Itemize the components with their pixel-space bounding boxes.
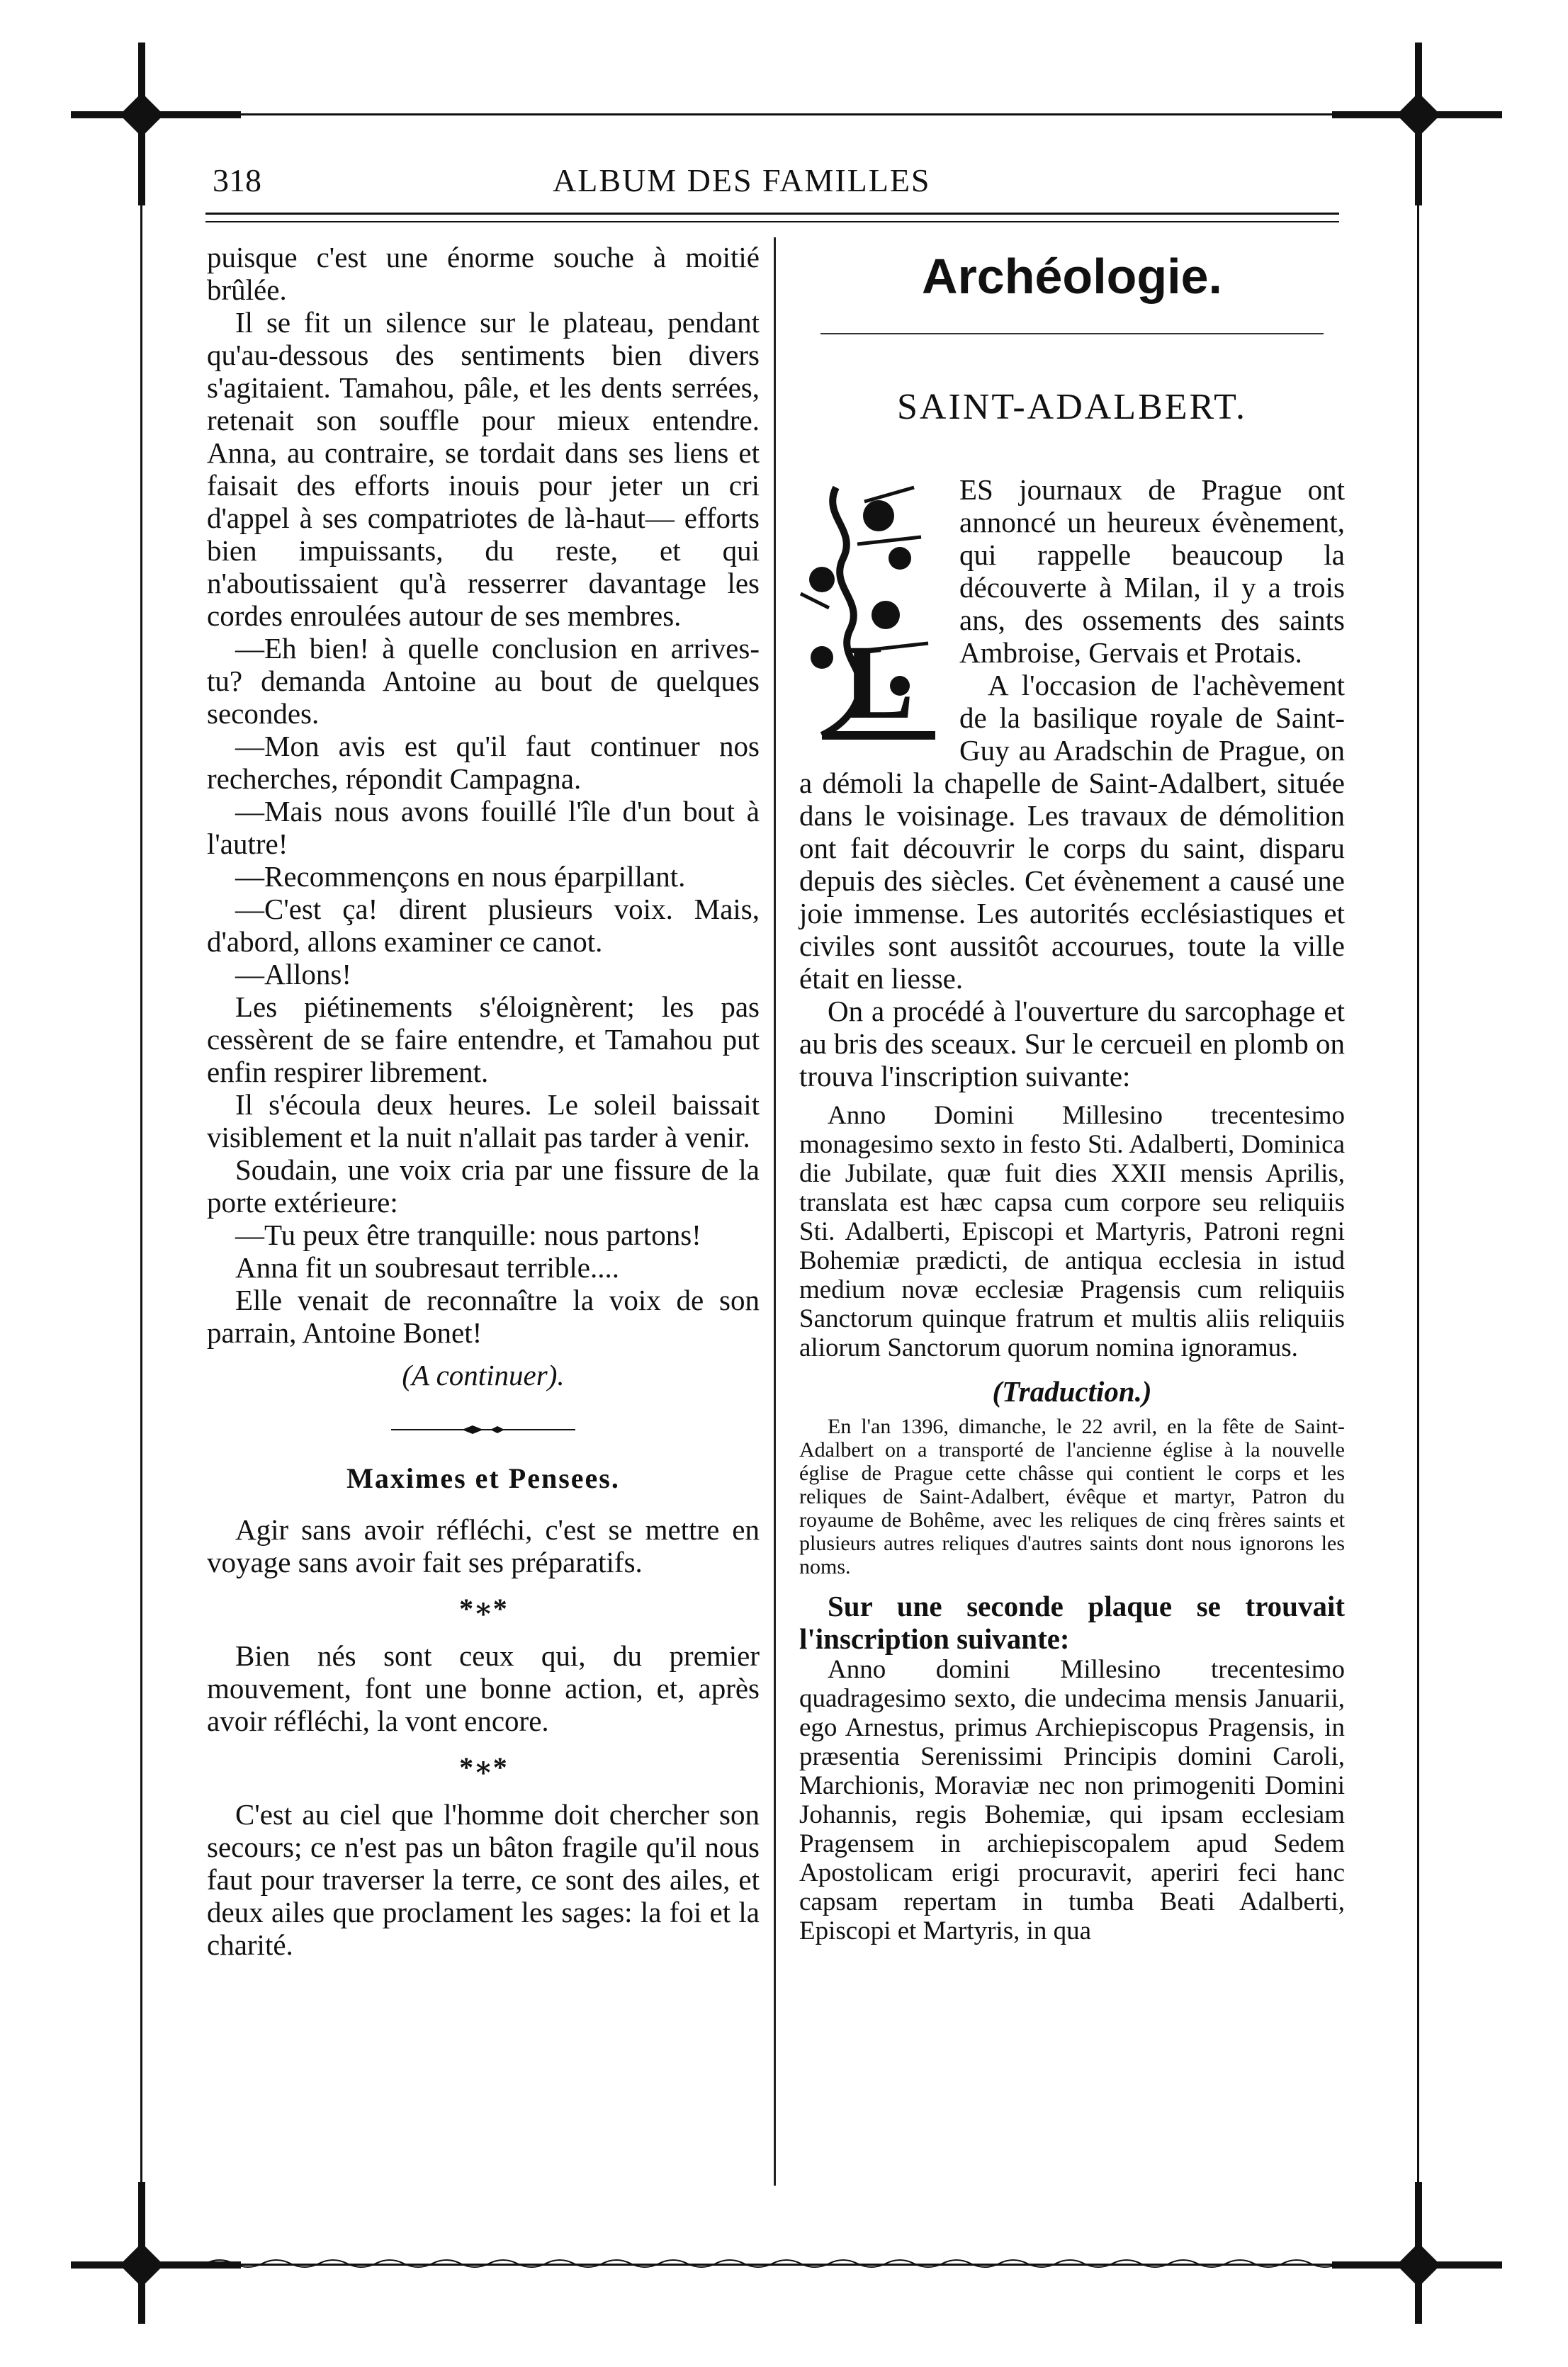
separator-ornament-icon xyxy=(391,1423,575,1437)
corner-post-top-left xyxy=(138,43,145,205)
paragraph: Les piétinements s'éloignèrent; les pas cessèrent de se faire entendre, et Tamahou put enfin respirer librement. xyxy=(207,990,760,1088)
paragraph: Anna fit un soubresaut terrible.... xyxy=(235,1251,619,1284)
paragraph: —C'est ça! dirent plusieurs voix. Mais, d'abord, allons examiner ce canot. xyxy=(207,893,760,958)
corner-post-top-right xyxy=(1415,43,1422,205)
article-title: SAINT-ADALBERT. xyxy=(897,387,1247,427)
maxime: Bien nés sont ceux qui, du premier mouvement, font une bonne action, et, après avoir réfléchi, la vont encore. xyxy=(207,1639,760,1737)
header-rule-top xyxy=(205,213,1339,215)
intro-paragraph: ES journaux de Prague ont annoncé un heureux évènement, qui rappelle beaucoup la découverte à Milan, il y a trois ans, des ossements des saints Ambroise, Gervais et Protais. xyxy=(959,473,1345,669)
maxime: Agir sans avoir réfléchi, c'est se mettre en voyage sans avoir fait ses préparatifs. xyxy=(207,1513,760,1578)
paragraph: —Recommençons en nous éparpillant. xyxy=(235,860,686,893)
paragraph: Il se fit un silence sur le plateau, pendant qu'au-dessous des sentiments bien divers s'agitaient. Tamahou, pâle, et les dents serrées, retenait son souffle pour mieux entendre. Anna, au contraire, se tordait dans ses liens et faisait des efforts inouis pour jeter un cri d'appel à ses compatriotes de là-haut— efforts bien impuissants, du reste, et qui n'aboutissaient qu'à resserrer davantage les cordes enroulées autour de ses membres. xyxy=(207,306,760,632)
paragraph: Soudain, une voix cria par une fissure de la porte extérieure: xyxy=(207,1153,760,1219)
paragraph: Il s'écoula deux heures. Le soleil baissait visiblement et la nuit n'allait pas tarder à venir. xyxy=(207,1088,760,1153)
article-body xyxy=(799,473,1345,1945)
maximes-title: Maximes et Pensees. xyxy=(346,1462,620,1494)
wavy-rule-icon xyxy=(205,2253,1353,2274)
latin-inscription: Anno Domini Millesino trecentesimo monagesimo sexto in festo Sti. Adalberti, Dominica die Jubilate, quæ fuit dies XXII mensis Aprilis, translata est hæc capsa cum corpore seu reliquiis Sti. Adalberti, Episcopi et Martyris, Patroni regni Bohemiæ prædicti, de antiqua ecclesia in istud medium novæ ecclesiæ Pragensis cum reliquiis Sanctorum quinque fratrum et multis aliis reliquiis aliorum Sanctorum quorum nomina ignoramus. xyxy=(799,1101,1345,1362)
paragraph: Sur une seconde plaque se trouvait l'inscription suivante: xyxy=(799,1590,1345,1655)
paragraph: Elle venait de reconnaître la voix de son parrain, Antoine Bonet! xyxy=(207,1284,760,1349)
corner-post-bottom-right xyxy=(1415,2182,1422,2324)
bottom-ornament xyxy=(205,2253,1353,2274)
separator-ornament xyxy=(207,1411,760,1444)
paragraph: —Allons! xyxy=(235,958,351,990)
running-head xyxy=(213,162,1346,211)
to-be-continued: (A continuer). xyxy=(402,1359,565,1391)
frame-top-rule xyxy=(142,113,1431,115)
section-separator xyxy=(820,333,1324,334)
left-column xyxy=(207,241,760,1961)
frame-left-rule xyxy=(140,43,142,2310)
dropcap-letter: L xyxy=(843,623,915,741)
paragraph: On a procédé à l'ouverture du sarcophage et au bris des sceaux. Sur le cercueil en plomb on trouva l'inscription suivante: xyxy=(799,995,1345,1092)
paragraph: —Mais nous avons fouillé l'île d'un bout à l'autre! xyxy=(207,795,760,860)
asterism: *∗* xyxy=(459,1751,507,1783)
paragraph: —Mon avis est qu'il faut continuer nos recherches, répondit Campagna. xyxy=(207,730,760,795)
right-column xyxy=(799,241,1345,1945)
header-rule-bottom xyxy=(205,221,1339,222)
frame-right-rule xyxy=(1417,43,1419,2310)
traduction-text: En l'an 1396, dimanche, le 22 avril, en la fête de Saint-Adalbert on a transporté de l'ancienne église à la nouvelle église de Prague cette châsse qui contient le corps et les reliques de Saint-Adalbert, évêque et martyr, Patron du royaume de Bohême, avec les reliques de cinq frères saints et plusieurs autres reliques d'autres saints dont nous ignorons les noms. xyxy=(799,1415,1345,1578)
foliate-dropcap-icon xyxy=(794,473,949,757)
latin-inscription: Anno domini Millesino trecentesimo quadragesimo sexto, die undecima mensis Januarii, ego Arnestus, primus Archiepiscopus Pragensis, in præsentia Serenissimi Principis domini Caroli, Marchionis, Moraviæ nec non primogeniti Domini Johannis, regis Bohemiæ, qui ipsam ecclesiam Pragensem in archiepiscopalem apud Sedem Apostolicam erigi procuravit, aperiri feci hanc capsam repertam in tumba Beati Adalberti, Episcopi et Martyris, in qua xyxy=(799,1655,1345,1945)
corner-spike-top-left xyxy=(71,111,241,118)
section-title: Archéologie. xyxy=(922,249,1222,304)
dropcap xyxy=(794,473,949,757)
page-number: 318 xyxy=(213,162,261,198)
paragraph: —Tu peux être tranquille: nous partons! xyxy=(235,1219,701,1251)
corner-post-bottom-left xyxy=(138,2182,145,2324)
paragraph: A l'occasion de l'achèvement de la basilique royale de Saint-Guy au Aradschin de Prague, on a démoli la chapelle de Saint-Adalbert, située dans le voisinage. Les travaux de démolition ont fait découvrir le corps du saint, disparu depuis des siècles. Cet évènement a causé une joie immense. Les autorités ecclésiastiques et civiles sont aussitôt accourues, toute la ville était en liesse. xyxy=(799,669,1345,995)
paragraph: —Eh bien! à quelle conclusion en arrives-tu? demanda Antoine au bout de quelques secondes. xyxy=(207,632,760,730)
running-title: ALBUM DES FAMILLES xyxy=(553,162,931,198)
maxime: C'est au ciel que l'homme doit chercher son secours; ce n'est pas un bâton fragile qu'il nous faut pour traverser la terre, ce sont des ailes, et deux ailes que proclament les sages: la foi et la charité. xyxy=(207,1798,760,1961)
column-divider xyxy=(774,237,776,2186)
asterism: *∗* xyxy=(459,1593,507,1625)
traduction-title: (Traduction.) xyxy=(992,1375,1152,1408)
paragraph: puisque c'est une énorme souche à moitié brûlée. xyxy=(207,241,760,306)
